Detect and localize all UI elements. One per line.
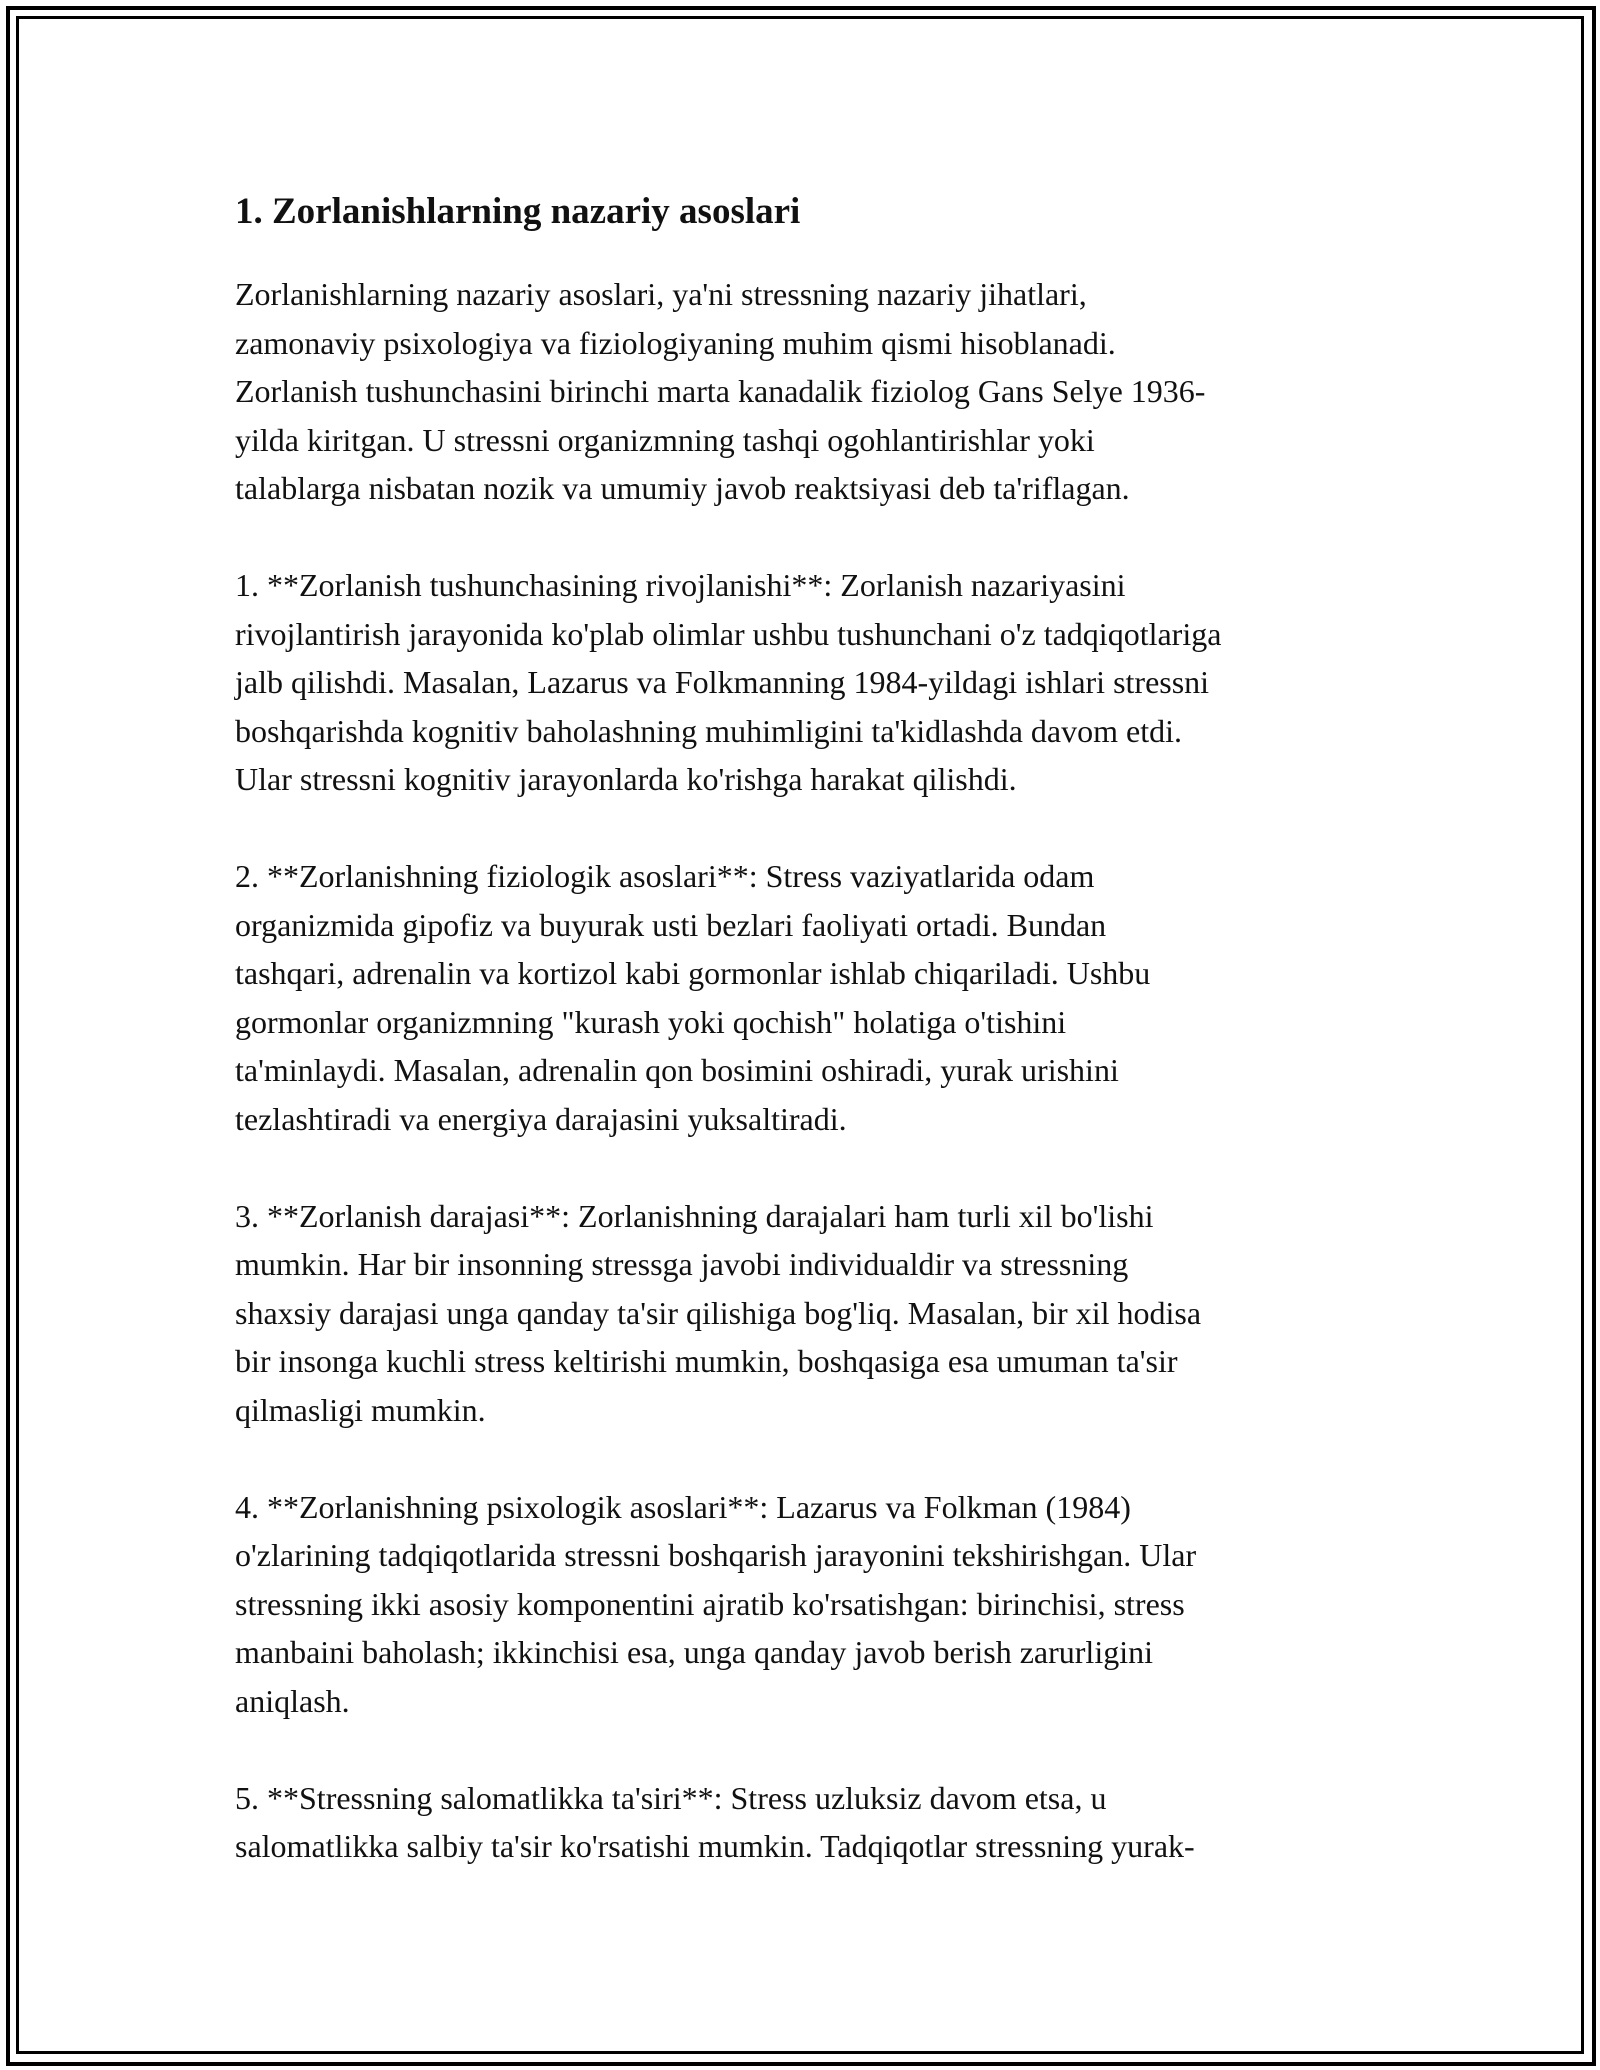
list-item-2-paragraph xyxy=(235,852,1385,1143)
paragraph-line: tashqari, adrenalin va kortizol kabi gormonlar ishlab chiqariladi. Ushbu xyxy=(235,955,1151,991)
paragraph-line: qilmasligi mumkin. xyxy=(235,1391,486,1428)
list-item-5-paragraph xyxy=(235,1774,1385,1871)
list-item-4-paragraph xyxy=(235,1483,1385,1726)
document-body xyxy=(235,188,1385,1919)
paragraph-line: 2. **Zorlanishning fiziologik asoslari**: Stress vaziyatlarida odam xyxy=(235,858,1095,894)
paragraph-line: Zorlanish tushunchasini birinchi marta kanadalik fiziolog Gans Selye 1936- xyxy=(235,373,1206,409)
paragraph-line: shaxsiy darajasi unga qanday ta'sir qilishiga bog'liq. Masalan, bir xil hodisa xyxy=(235,1294,1202,1331)
paragraph-line: talablarga nisbatan nozik va umumiy javob reaktsiyasi deb ta'riflagan. xyxy=(235,470,1130,506)
paragraph-line: 3. **Zorlanish darajasi**: Zorlanishning darajalari ham turli xil bo'lishi xyxy=(235,1197,1154,1234)
section-heading: 1. Zorlanishlarning nazariy asoslari xyxy=(235,191,801,232)
paragraph-line: jalb qilishdi. Masalan, Lazarus va Folkmanning 1984-yildagi ishlari stressni xyxy=(235,664,1210,700)
paragraph-line: manbaini baholash; ikkinchisi esa, unga qanday javob berish zarurligini xyxy=(235,1634,1153,1670)
paragraph-line: rivojlantirish jarayonida ko'plab olimlar ushbu tushunchani o'z tadqiqotlariga xyxy=(235,615,1222,652)
paragraph-line: mumkin. Har bir insonning stressga javobi individualdir va stressning xyxy=(235,1246,1129,1282)
paragraph-line: boshqarishda kognitiv baholashning muhimligini ta'kidlashda davom etdi. xyxy=(235,712,1182,749)
paragraph-line: aniqlash. xyxy=(235,1682,350,1719)
paragraph-line: Zorlanishlarning nazariy asoslari, ya'ni stressning nazariy jihatlari, xyxy=(235,276,1087,312)
paragraph-line: 5. **Stressning salomatlikka ta'siri**: Stress uzluksiz davom etsa, u xyxy=(235,1779,1107,1816)
paragraph-line: organizmida gipofiz va buyurak usti bezlari faoliyati ortadi. Bundan xyxy=(235,906,1107,943)
paragraph-line: bir insonga kuchli stress keltirishi mumkin, boshqasiga esa umuman ta'sir xyxy=(235,1343,1178,1379)
paragraph-line: salomatlikka salbiy ta'sir ko'rsatishi mumkin. Tadqiqotlar stressning yurak- xyxy=(235,1828,1195,1864)
list-item-1-paragraph xyxy=(235,561,1385,804)
paragraph-line: tezlashtiradi va energiya darajasini yuksaltiradi. xyxy=(235,1100,847,1137)
intro-paragraph xyxy=(235,270,1385,513)
paragraph-line: 4. **Zorlanishning psixologik asoslari**: Lazarus va Folkman (1984) xyxy=(235,1488,1131,1525)
paragraph-line: gormonlar organizmning "kurash yoki qochish" holatiga o'tishini xyxy=(235,1003,1067,1040)
paragraph-line: ta'minlaydi. Masalan, adrenalin qon bosimini oshiradi, yurak urishini xyxy=(235,1052,1119,1088)
list-item-3-paragraph xyxy=(235,1192,1385,1435)
paragraph-line: stressning ikki asosiy komponentini ajratib ko'rsatishgan: birinchisi, stress xyxy=(235,1585,1185,1622)
paragraph-line: 1. **Zorlanish tushunchasining rivojlanishi**: Zorlanish nazariyasini xyxy=(235,567,1126,603)
paragraph-line: Ular stressni kognitiv jarayonlarda ko'rishga harakat qilishdi. xyxy=(235,761,1017,797)
paragraph-line: zamonaviy psixologiya va fiziologiyaning muhim qismi hisoblanadi. xyxy=(235,324,1116,361)
paragraph-line: yilda kiritgan. U stressni organizmning tashqi ogohlantirishlar yoki xyxy=(235,421,1095,458)
paragraph-line: o'zlarining tadqiqotlarida stressni boshqarish jarayonini tekshirishgan. Ular xyxy=(235,1537,1197,1573)
